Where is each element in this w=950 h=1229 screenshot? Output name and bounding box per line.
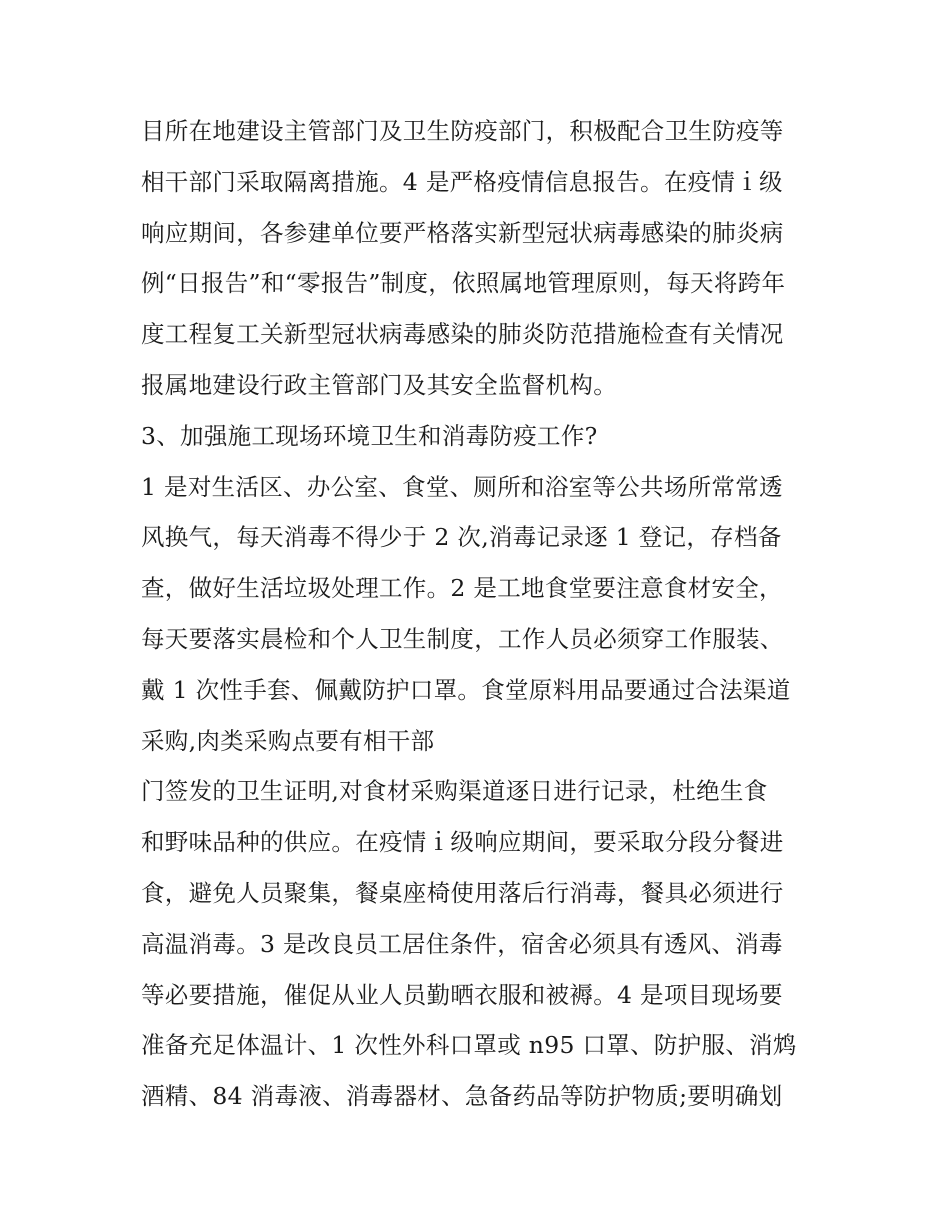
text-line: 准备充足体温计、1 次性外科口罩或 n95 口罩、防护服、消鸩 (141, 1031, 797, 1060)
text-line: 高温消毒。3 是改良员工居住条件，宿舍必须具有透风、消毒 (141, 929, 783, 958)
text-line: 等必要措施，催促从业人员勤晒衣服和被褥。4 是项目现场要 (141, 980, 783, 1009)
text-line: 相干部门采取隔离措施。4 是严格疫情信息报告。在疫情ｉ级 (141, 167, 783, 196)
document-body (141, 106, 831, 1122)
text-line: 采购,肉类采购点要有相干部 (141, 726, 435, 755)
text-line: 度工程复工关新型冠状病毒感染的肺炎防范措施检查有关情况 (141, 320, 784, 349)
text-line: 目所在地建设主管部门及卫生防疫部门，积极配合卫生防疫等 (141, 117, 784, 145)
section-heading: 3、加强施工现场环境卫生和消毒防疫工作? (141, 421, 598, 450)
text-line: 和野味品种的供应。在疫情ｉ级响应期间，要采取分段分餐进 (141, 828, 784, 857)
text-line: 查，做好生活垃圾处理工作。2 是工地食堂要注意食材安全， (141, 574, 783, 603)
text-line: 每天要落实晨检和个人卫生制度，工作人员必须穿工作服装、 (141, 624, 784, 653)
text-line: 酒精、84 消毒液、消毒器材、急备药品等防护物质;要明确划 (141, 1082, 783, 1111)
text-line: 风换气，每天消毒不得少于 2 次,消毒记录逐 1 登记，存档备 (141, 523, 782, 552)
text-line: 门签发的卫生证明,对食材采购渠道逐日进行记录，杜绝生食 (141, 777, 768, 806)
text-line: 食，避免人员聚集，餐桌座椅使用落后行消毒，餐具必须进行 (141, 878, 784, 907)
text-line: 戴 1 次性手套、佩戴防护口罩。食堂原料用品要通过合法渠道 (141, 675, 791, 704)
text-line: 1 是对生活区、办公室、食堂、厕所和浴室等公共场所常常透 (141, 472, 783, 501)
text-line: 响应期间，各参建单位要严格落实新型冠状病毒感染的肺炎病 (141, 218, 784, 247)
text-line: 报属地建设行政主管部门及其安全监督机构。 (141, 370, 617, 399)
text-line: 例“日报告”和“零报告”制度，依照属地管理原则，每天将跨年 (141, 269, 786, 298)
